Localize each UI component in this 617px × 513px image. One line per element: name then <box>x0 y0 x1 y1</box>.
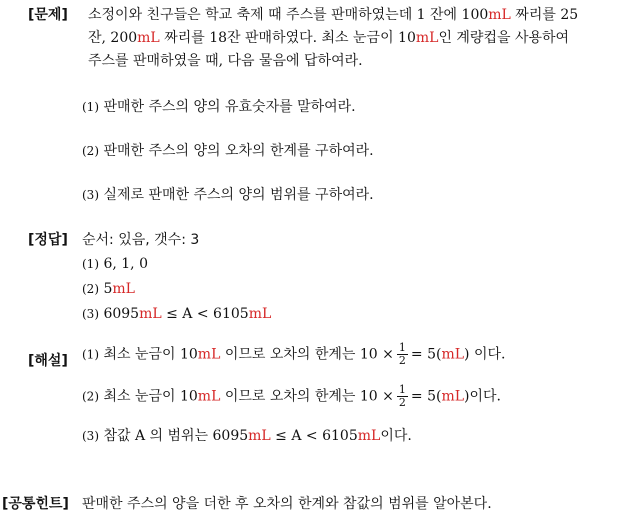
unit-ml: mL <box>112 281 135 297</box>
answer-1: (1) 6, 1, 0 <box>82 256 148 272</box>
unit-ml: mL <box>139 306 162 322</box>
explanation-label: [해설] <box>28 353 68 369</box>
problem-label: [문제] <box>28 7 68 23</box>
hint-label: [공통힌트] <box>2 496 69 512</box>
fraction: $\frac{1}{2}$ <box>398 341 406 367</box>
problem-line-3: 주스를 판매하였을 때, 다음 물음에 답하여라. <box>88 53 363 69</box>
answer-label: [정답] <box>28 232 68 248</box>
problem-line-1: 소정이와 친구들은 학교 축제 때 주스를 판매하였는데 1 잔에 100mL 짜리를 25 <box>88 7 579 23</box>
hint-text: 판매한 주스의 양을 더한 후 오차의 한계와 참값의 범위를 알아본다. <box>82 496 492 512</box>
fraction: $\frac{1}{2}$ <box>398 383 406 409</box>
explanation-3: (3) 참값 A 의 범위는 6095mL ≤ A < 6105mL이다. <box>82 428 412 444</box>
unit-ml: mL <box>415 30 439 46</box>
unit-ml: mL <box>248 306 272 322</box>
unit-ml: mL <box>137 30 160 46</box>
answer-3: (3) 6095mL ≤ A < 6105mL <box>82 306 272 322</box>
question-3: (3) 실제로 판매한 주스의 양의 범위를 구하여라. <box>82 187 374 203</box>
question-1: (1) 판매한 주스의 양의 유효숫자를 말하여라. <box>82 99 356 115</box>
unit-ml: mL <box>248 428 271 444</box>
unit-ml: mL <box>197 388 221 405</box>
problem-line-2: 잔, 200mL 짜리를 18잔 판매하였다. 최소 눈금이 10mL인 계량컵을 사용하여 <box>88 30 570 46</box>
unit-ml: mL <box>441 346 465 363</box>
unit-ml: mL <box>441 388 465 405</box>
unit-ml: mL <box>197 346 221 363</box>
answer-2: (2) 5mL <box>82 281 135 297</box>
unit-ml: mL <box>488 7 511 23</box>
unit-ml: mL <box>357 428 381 444</box>
question-2: (2) 판매한 주스의 양의 오차의 한계를 구하여라. <box>82 143 374 159</box>
explanation-2: (2) 최소 눈금이 10mL 이므로 오차의 한계는 10 × $\frac{1}{2}$ = 5(mL)이다. <box>82 383 501 409</box>
explanation-1: (1) 최소 눈금이 10mL 이므로 오차의 한계는 10 × $\frac{1}{2}$ = 5(mL) 이다. <box>82 341 506 367</box>
answer-meta: 순서: 있음, 갯수: 3 <box>82 232 200 248</box>
